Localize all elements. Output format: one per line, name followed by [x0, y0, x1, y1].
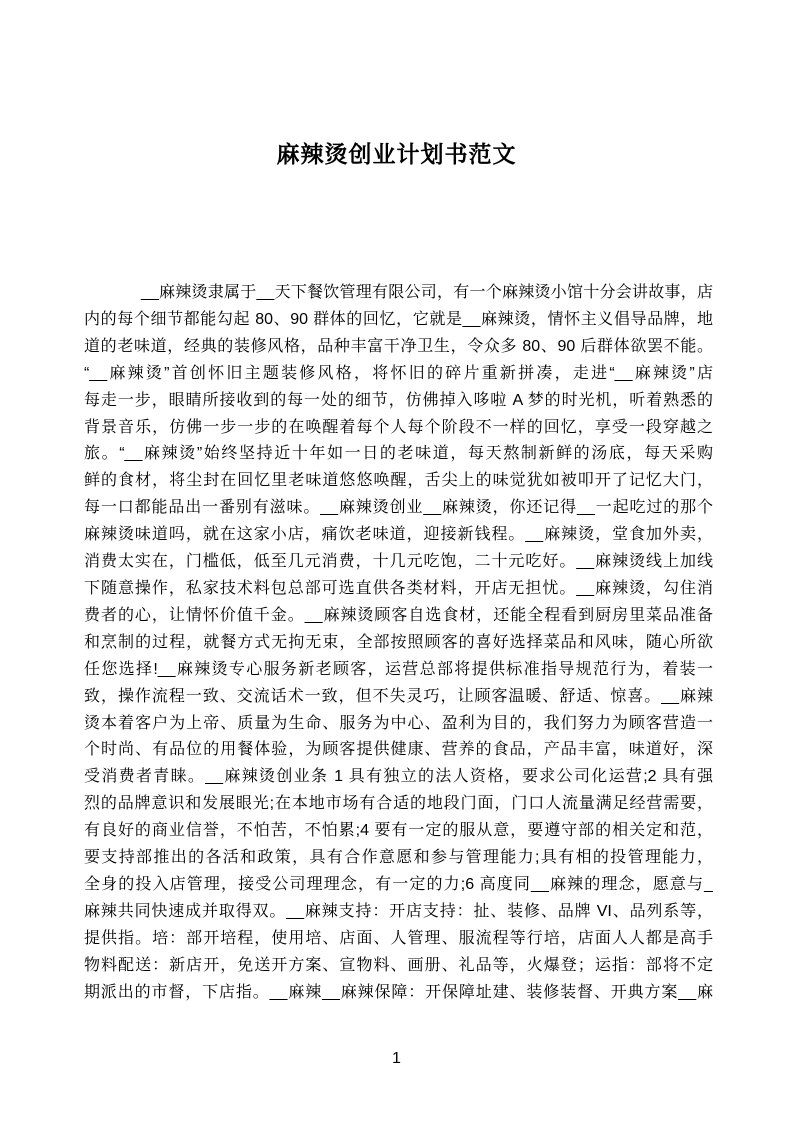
- text-line: 麻辣烫味道吗，就在这家小店，痛饮老味道，迎接新钱程。__麻辣烫，堂食加外卖，: [84, 526, 713, 544]
- text-line: 背景音乐，仿佛一步一步的在唤醒着每个人每个阶段不一样的回忆，享受一段穿越之: [84, 418, 713, 436]
- page-footer: [0, 1050, 793, 1068]
- text-line: 内的每个细节都能勾起 80、90 群体的回忆，它就是__麻辣烫，情怀主义倡导品牌，地: [84, 310, 713, 328]
- text-line: 麻辣共同快速成并取得双。__麻辣支持：开店支持：扯、装修、品牌 VI、品列系等，: [84, 902, 713, 920]
- page-number: 1: [392, 1050, 401, 1067]
- text-line: 烈的品牌意识和发展眼光;在本地市场有合适的地段门面，门口人流量满足经营需要，: [84, 795, 713, 813]
- text-line: 每走一步，眼睛所接收到的每一处的细节，仿佛掉入哆啦 A 梦的时光机，听着熟悉的: [84, 391, 713, 409]
- text-line: 物料配送：新店开，免送开方案、宣物料、画册、礼品等，火爆登；运指：部将不定: [84, 956, 713, 974]
- text-line: 受消费者青睐。__麻辣烫创业条 1 具有独立的法人资格，要求公司化运营;2 具有强: [84, 768, 713, 786]
- text-line: __麻辣烫隶属于__天下餐饮管理有限公司，有一个麻辣烫小馆十分会讲故事，店: [141, 284, 713, 301]
- text-line: 下随意操作，私家技术料包总部可选直供各类材料，开店无担忧。__麻辣烫，勾住消: [84, 579, 713, 597]
- text-line: 全身的投入店管理，接受公司理理念，有一定的力;6 高度同__麻辣的理念，愿意与_: [84, 875, 713, 893]
- text-line: 致，操作流程一致、交流话术一致，但不失灵巧，让顾客温暖、舒适、惊喜。__麻辣: [84, 687, 713, 705]
- document-title: 麻辣烫创业计划书范文: [276, 141, 517, 167]
- text-line: 旅。“__麻辣烫”始终坚持近十年如一日的老味道，每天熬制新鲜的汤底，每天采购: [84, 445, 713, 463]
- text-line: 费者的心，让情怀价值千金。__麻辣烫顾客自选食材，还能全程看到厨房里菜品准备: [84, 606, 713, 624]
- text-line: 要支持部推出的各活和政策，具有合作意愿和参与管理能力;具有相的投管理能力，: [84, 849, 713, 867]
- text-line: 消费太实在，门槛低，低至几元消费，十几元吃饱，二十元吃好。__麻辣烫线上加线: [84, 553, 713, 571]
- text-line: 鲜的食材，将尘封在回忆里老味道悠悠唤醒，舌尖上的味觉犹如被叩开了记忆大门，: [84, 472, 713, 490]
- text-line: 个时尚、有品位的用餐体验，为顾客提供健康、营养的食品，产品丰富，味道好，深: [84, 741, 713, 759]
- text-line: 道的老味道，经典的装修风格，品种丰富干净卫生，令众多 80、90 后群体欲罢不能。: [84, 337, 713, 355]
- text-line: 提供指。培：部开培程，使用培、店面、人管理、服流程等行培，店面人人都是高手: [84, 929, 713, 947]
- text-line: “__麻辣烫”首创怀旧主题装修风格，将怀旧的碎片重新拼凑，走进“__麻辣烫”店: [84, 364, 713, 382]
- text-line: 期派出的市督，下店指。__麻辣__麻辣保障：开保障址建、装修装督、开典方案__麻: [84, 983, 713, 1001]
- text-line: 每一口都能品出一番别有滋味。__麻辣烫创业__麻辣烫，你还记得__一起吃过的那个: [84, 499, 713, 517]
- body-text: [84, 280, 713, 1006]
- text-line: 烫本着客户为上帝、质量为生命、服务为中心、盈利为目的，我们努力为顾客营造一: [84, 714, 713, 732]
- text-line: 和烹制的过程，就餐方式无拘无束，全部按照顾客的喜好选择菜品和风味，随心所欲: [84, 633, 713, 651]
- text-line: 有良好的商业信誉，不怕苦，不怕累;4 要有一定的服从意，要遵守部的相关定和范，: [84, 822, 713, 840]
- text-line: 任您选择!__麻辣烫专心服务新老顾客，运营总部将提供标准指导规范行为，着装一: [84, 660, 713, 678]
